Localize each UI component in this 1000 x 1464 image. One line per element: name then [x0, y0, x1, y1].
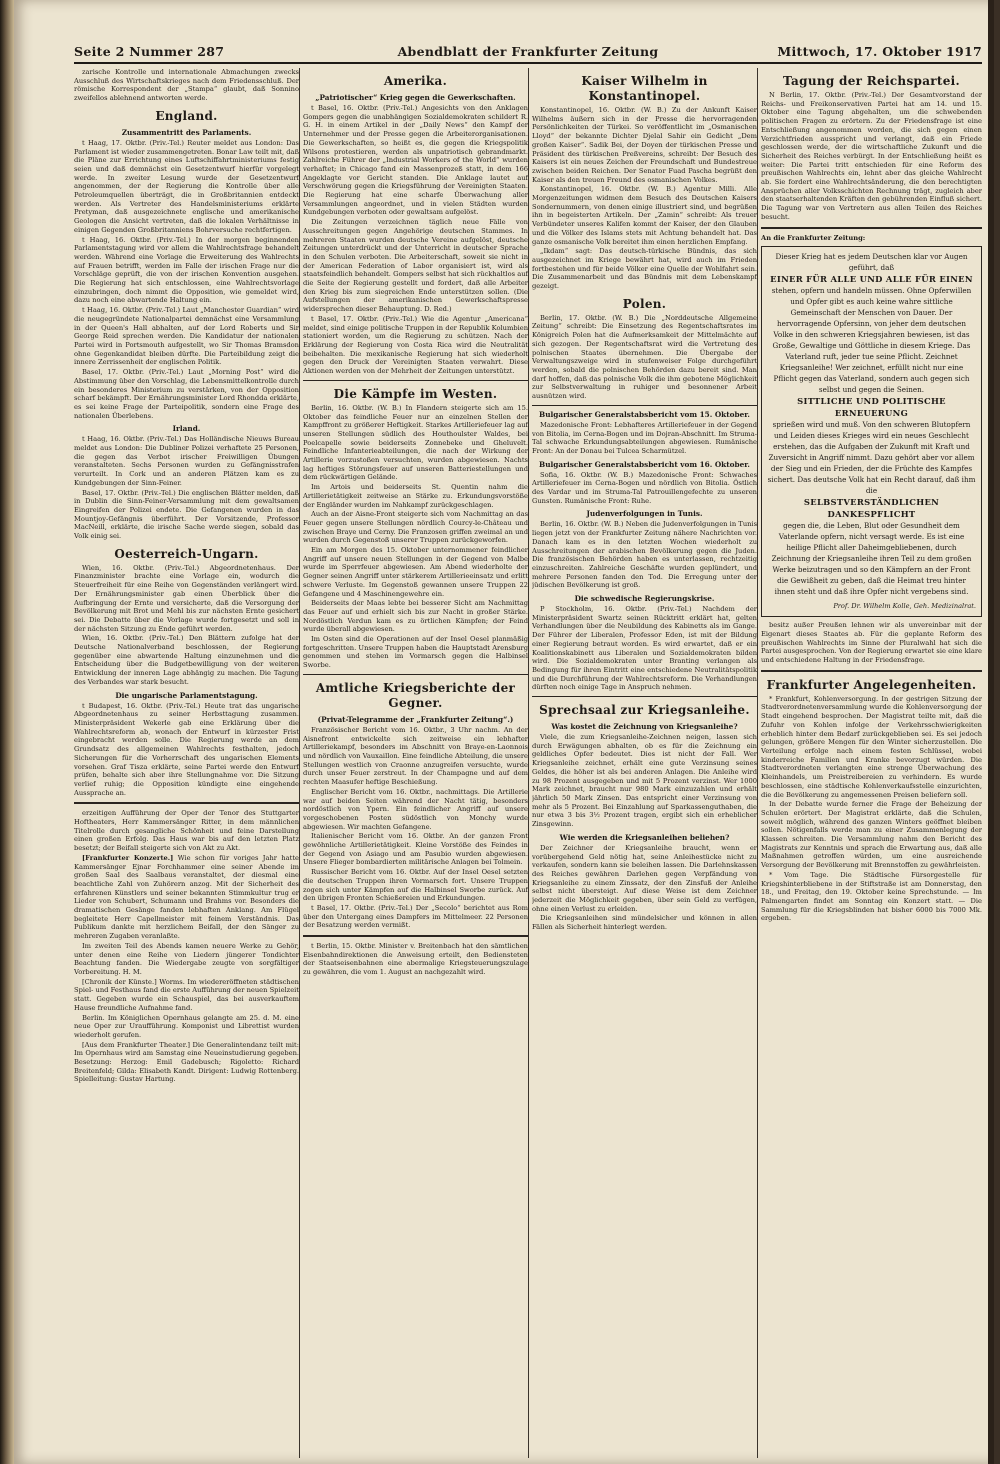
- subheading: Bulgarischer Generalstabsbericht vom 16. Oktober.: [539, 459, 750, 469]
- letter-address: An die Frankfurter Zeitung:: [761, 233, 866, 242]
- kriegsanleihe-appeal-box: [761, 246, 982, 617]
- feuilleton-text: [Chronik der Künste.] Worms. Im wiedereröffneten städtischen Spiel- und Festhaus fand die erste Aufführung der neuen Spielzeit statt. Gegeben wurde ein Schauspiel, das bei ausverkauftem Hause freundliche Aufnahme fand.: [74, 977, 299, 1012]
- subheading: Zusammentritt des Parlaments.: [121, 127, 252, 137]
- article-text: Viele, die zum Kriegsanleihe-Zeichnen neigen, lassen sich durch Erwägungen abhalten, ob es für die Zeichnung ein geldliches Opfer bedeutet. Dies ist nicht der Fall. Wer Kriegsanleihe zeichnet, erhält eine gute Verzinsung seines Geldes, die höher ist als bei anderen Anlagen. Die Anleihe wird zu 98 Prozent ausgegeben und mit 5 Prozent verzinst. Wer 1000 Mark zeichnet, braucht nur 980 Mark einzuzahlen und erhält jährlich 50 Mark Zinsen. Das entspricht einer Verzinsung von mehr als 5 Prozent. Bei Einzahlung auf Sparkassenguthaben, die nur etwa 3 bis 3½ Prozent tragen, ergibt sich ein erheblicher Zinsgewinn.: [532, 733, 757, 829]
- separator: [761, 227, 982, 229]
- column-3: [532, 68, 757, 1458]
- article-text: t Haag, 16. Oktbr. (Priv.-Tel.) In der morgen beginnenden Parlamentstagung wird vor allem die Wahlrechtsfrage behandelt werden. Während eine Vorlage die Erweiterung des Wahlrechts auf Frauen betrifft, werden im Falle der irischen Frage nur die Vorschläge geprüft, die von der irischen Konvention ausgehen. Die Regierung hat sich entschlossen, eine Wahlrechtsvorlage einzubringen, doch nimmt die Opposition, wie gemeldet wird, dazu noch eine abwartende Haltung ein.: [74, 235, 299, 305]
- article-text: t Berlin, 15. Oktbr. Minister v. Breitenbach hat den sämtlichen Eisenbahndirektionen die Anweisung erteilt, den Bediensteten der Staatseisenbahnen eine abermalige Kriegsteuerungszulage zu gewähren, die vom 1. August an nachgezahlt wird.: [303, 942, 528, 977]
- separator: [761, 670, 982, 672]
- appeal-signature: Prof. Dr. Wilhelm Kolle, Geh. Medizinalrat.: [833, 602, 976, 611]
- article-text: Im Osten sind die Operationen auf der Insel Oesel planmäßig fortgeschritten. Unsere Truppen haben die Hauptstadt Arensburg genommen und stehen im Vormarsch gegen die Halbinsel Sworbe.: [303, 635, 528, 670]
- appeal-headline: EINER FÜR ALLE UND ALLE FÜR EINEN: [770, 274, 973, 285]
- separator: [303, 380, 528, 381]
- subheading: Bulgarischer Generalstabsbericht vom 15. Oktober.: [539, 409, 750, 419]
- separator: [532, 696, 757, 697]
- book-spine: [0, 0, 14, 1464]
- page-number: Seite 2 Nummer 287: [74, 44, 225, 59]
- section-title-england: England.: [155, 108, 218, 123]
- feuilleton-text: Im zweiten Teil des Abends kamen neuere Werke zu Gehör, unter denen eine Reihe von Liedern jüngerer Tondichter Beachtung fanden. Die Wiedergabe zeugte von sorgfältiger Vorbereitung. H. M.: [74, 941, 299, 976]
- section-title-amtliche: Amtliche Kriegsberichte der Gegner.: [315, 680, 516, 710]
- article-text: Wien, 16. Oktbr. (Priv.-Tel.) Abgeordnetenhaus. Der Finanzminister brachte eine Vorlage ein, wodurch die Steuerfreiheit für eine Reihe von Gegenständen verlängert wird. Der Ernährungsminister gab einen Überblick über die Aufbringung der Ernte und versicherte, daß die Versorgung der Bevölkerung mit Brot und Mehl bis zur nächsten Ernte gesichert sei. Die Debatte über die Vorlage wurde fortgesetzt und soll in der nächsten Sitzung zu Ende geführt werden.: [74, 563, 299, 633]
- article-text: In der Debatte wurde ferner die Frage der Beheizung der Schulen erörtert. Der Magistrat erklärte, daß die Schulen, soweit möglich, während des ganzen Winters geöffnet bleiben sollen. Nötigenfalls werde man zu einer Zusammenlegung der Klassen schreiten. Die Versammlung nahm den Bericht des Magistrats zur Kenntnis und sprach die Erwartung aus, daß alle Maßnahmen getroffen würden, um eine ausreichende Versorgung der Bevölkerung mit Brennstoffen zu gewährleisten.: [761, 800, 982, 870]
- feuilleton-text: Berlin. Im Königlichen Opernhaus gelangte am 25. d. M. eine neue Oper zur Uraufführung. Komponist und Librettist wurden wiederholt gerufen.: [74, 1013, 299, 1039]
- subheading: Die ungarische Parlamentstagung.: [115, 690, 258, 700]
- subheading-irland: Irland.: [172, 424, 201, 434]
- appeal-headline: SELBSTVERSTÄNDLICHEN DANKESPFLICHT: [803, 497, 940, 520]
- separator: [532, 405, 757, 406]
- section-title-polen: Polen.: [622, 296, 667, 311]
- separator: [303, 674, 528, 675]
- separator: [303, 935, 528, 937]
- article-text: Basel, 17. Oktbr. (Priv.-Tel.) Laut „Morning Post“ wird die Abstimmung über den Vorschlag, die Lebensmittelkontrolle durch ein besonderes Ministerium zu verstärken, von der Opposition scharf bekämpft. Der Ernährungsminister Lord Rhondda erklärte, es sei keine Frage der Parteipolitik, sondern eine Frage des nationalen Überlebens.: [74, 368, 299, 420]
- feuilleton-rule: [74, 802, 299, 804]
- article-text: * Vom Tage. Die Städtische Fürsorgestelle für Kriegshinterbliebene in der Stiftstraße ist am Donnerstag, den 18., und Freitag, den 19. Oktober keine Sprechstunde. — Im Palmengarten findet am Sonntag ein Konzert statt. — Die Sammlung für die Kriegsblinden hat bisher 6000 bis 7000 Mk. ergeben.: [761, 870, 982, 923]
- feuilleton-text: [Aus dem Frankfurter Theater.] Die Generalintendanz teilt mit: Im Opernhaus wird am Samstag eine Neueinstudierung gegeben. Besetzung: Herzog: Emil Gadebusch; Rigoletto: Richard Breitenfeld; Gilda: Elisabeth Kandt. Dirigent: Ludwig Rottenberg. Spielleitung: Gustav Hartung.: [74, 1040, 299, 1084]
- section-title-kaiser: Kaiser Wilhelm in Konstantinopel.: [581, 74, 708, 103]
- article-text: Berlin, 17. Oktbr. (W. B.) Die „Norddeutsche Allgemeine Zeitung“ schreibt: Die Einsetzung des Regentschaftsrates im Königreich Polen hat die Aufmerksamkeit der Mittelmächte auf sich gezogen. Der Regentschaftsrat wird die Vertretung des polnischen Staates übernehmen. Die Übergabe der Verwaltungszweige wird in stufenweiser Folge durchgeführt werden, sobald die polnischen Behörden dazu bereit sind. Man darf hoffen, daß das polnische Volk die ihm gebotene Möglichkeit zur Selbstverwaltung in ruhiger und besonnener Arbeit ausnützen wird.: [532, 313, 757, 401]
- article-text: Ein am Morgen des 15. Oktober unternommener feindlicher Angriff auf unsere neuen Stellungen in der Gegend von Malbe wurde im Sperrfeuer abgewiesen. Am Abend wiederholte der Gegner seinen Angriff unter stärkerem Artillerieeinsatz und erlitt schwere Verluste. Im Gegenstoß gewannen unsere Truppen 22 Gefangene und 4 Maschinengewehre ein.: [303, 546, 528, 598]
- article-text: t Basel, 17. Oktbr. (Priv.-Tel.) Der „Secolo“ berichtet aus Rom über den Untergang eines Dampfers im Mittelmeer. 22 Personen der Besatzung werden vermißt.: [303, 903, 528, 930]
- article-text: Die Kriegsanleihen sind mündelsicher und können in allen Fällen als Sicherheit hinterlegt werden.: [532, 914, 757, 932]
- article-text: Im Artois und beiderseits St. Quentin nahm die Artillerietätigkeit zeitweise an Stärke zu. Erkundungsvorstöße der Engländer wurden im Nahkampf zurückgeschlagen.: [303, 483, 528, 509]
- subheading: „Patriotischer“ Krieg gegen die Gewerkschaften.: [315, 93, 516, 102]
- article-text: Italienischer Bericht vom 16. Oktbr. An der ganzen Front gewöhnliche Artillerietätigkeit. Kleine Vorstöße des Feindes in der Gegend von Asiago und am Pasubio wurden abgewiesen. Unsere Flieger bombardierten militärische Anlagen bei Tolmein.: [303, 832, 528, 867]
- article-text: „Ikdam“ sagt: Das deutsch-türkische Bündnis, das sich ausgezeichnet im Kriege bewährt hat, wird auch im Frieden fortbestehen und für beide Völker eine Quelle der Wohlfahrt sein. Die Zusammenarbeit und das Bündnis mit dem Lebenskampf gezeigt.: [532, 247, 757, 291]
- article-text: Konstantinopel, 16. Oktbr. (W. B.) Zu der Ankunft Kaiser Wilhelms äußern sich in der Presse die hervorragenden Persönlichkeiten der Türkei. So veröffentlicht im „Osmanischen Lloyd“ der bekannte Dichter Djelal Sahir ein Gedicht „Dem großen Kaiser“. Sadik Bei, der Doyen der türkischen Presse und Präsident des türkischen Preßvereins, schreibt: Der Besuch des Kaisers ist ein neues Zeichen der Freundschaft und Bundestreue zwischen beiden Reichen. Der Senator Fuad Pascha begrüßt den Kaiser als den treuen Freund des osmanischen Volkes.: [532, 106, 757, 184]
- article-text: Mazedonische Front: Lebhafteres Artilleriefeuer in der Gegend von Bitolia, im Cerna-Bogen und im Dojran-Abschnitt. Im Struma-Tal schwache Erkundungsabteilungen abgewiesen. Rumänische Front: An der Donau bei Tulcea Scharmützel.: [532, 420, 757, 455]
- feuilleton-heading: [Frankfurter Konzerte.]: [82, 853, 174, 862]
- article-text: Der Zeichner der Kriegsanleihe braucht, wenn er vorübergehend Geld nötig hat, seine Anleihestücke nicht zu verkaufen, sondern kann sie beleihen lassen. Die Darlehnskassen des Reiches gewähren Darlehen gegen Verpfändung von Kriegsanleihe zu einem Zinssatz, der den Zinsfuß der Anleihe selbst nicht übersteigt. Auf diese Weise ist dem Zeichner jederzeit die Möglichkeit gegeben, über sein Geld zu verfügen, ohne einen Verlust zu erleiden.: [532, 843, 757, 913]
- section-title-frankfurter: Frankfurter Angelegenheiten.: [766, 677, 977, 692]
- article-text: t Budapest, 16. Oktbr. (Priv.-Tel.) Heute trat das ungarische Abgeordnetenhaus zu seiner Herbsttagung zusammen. Ministerpräsident Wekerle gab eine Erklärung über die Wahlrechtsreform ab, wonach der Entwurf in kürzester Frist eingebracht werden solle. Die Regierung werde an dem Grundsatz des allgemeinen Wahlrechts festhalten, jedoch Sicherungen für die Vorherrschaft des ungarischen Elements vorsehen. Graf Tisza erklärte, seine Partei werde den Entwurf prüfen, behalte sich aber ihre Stellungnahme vor. Die Sitzung verlief ruhig; die Opposition kündigte eine eingehende Aussprache an.: [74, 701, 299, 797]
- appeal-text: sprießen wird und muß. Von den schweren Blutopfern und Leiden dieses Krieges wird ein neues Geschlecht erstehen, das die Aufgaben der Zukunft mit Kraft und Zuversicht in Angriff nimmt. Dazu gehört aber vor allem der Sieg und ein Frieden, der die Früchte des Kampfes sichert. Das deutsche Volk hat ein Recht darauf, daß ihm die: [767, 420, 976, 496]
- subheading: Wie werden die Kriegsanleihen beliehen?: [559, 832, 730, 842]
- subheading: (Privat-Telegramme der „Frankfurter Zeitung“.): [317, 714, 514, 724]
- appeal-headline: SITTLICHE UND POLITISCHE ERNEUERUNG: [797, 396, 946, 419]
- article-text: * Frankfurt, Kohlenversorgung. In der gestrigen Sitzung der Stadtverordnetenversammlung wurde die Kohlenversorgung der Stadt eingehend besprochen. Der Magistrat teilte mit, daß die Zufuhr von Kohlen infolge der Verkehrsschwierigkeiten erheblich hinter dem Bedarf zurückgeblieben sei. Es sei jedoch gelungen, größere Mengen für den Winter sicherzustellen. Die Verteilung erfolge nach einem festen Schlüssel, wobei kinderreiche Familien und Kranke bevorzugt würden. Die Stadtverordneten verlangten eine strenge Überwachung des Kleinhandels, um Preistreibereien zu verhindern. Es wurde beschlossen, eine städtische Kohlenverkaufsstelle einzurichten, die die Bevölkerung zu angemessenen Preisen beliefern soll.: [761, 694, 982, 799]
- article-text: Französischer Bericht vom 16. Oktbr., 3 Uhr nachm. An der Aisnefront entwickelte sich zeitweise ein lebhafter Artilleriekampf, besonders im Abschnitt von Braye-en-Laonnois und nördlich von Vauxaillon. Eine feindliche Abteilung, die unsere Stellungen westlich von Craonne anzugreifen versuchte, wurde durch unser Feuer zerstreut. In der Champagne und auf dem rechten Maasufer heftige Beschießung.: [303, 725, 528, 787]
- section-title-amerika: Amerika.: [383, 74, 448, 88]
- article-text: N Berlin, 17. Oktbr. (Priv.-Tel.) Der Gesamtvorstand der Reichs- und Freikonservativen Partei hat am 14. und 15. Oktober eine Tagung abgehalten, um die schwebenden politischen Fragen zu erörtern. Zu der Friedensfrage ist eine Entschließung angenommen worden, die sich gegen einen Verzichtfrieden ausspricht und verlangt, daß ein Friede geschlossen werde, der die wirtschaftliche Zukunft und die Sicherheit des Reiches verbürgt. In der Entschließung heißt es weiter: Die Partei tritt entschieden für eine Reform des preußischen Wahlrechts ein, lehnt aber das gleiche Wahlrecht ab. Sie fordert eine Wahlrechtsänderung, die den berechtigten Ansprüchen aller Volksschichten Rechnung trägt, zugleich aber den staatserhaltenden Kräften den gebührenden Einfluß sichert. Die Tagung war von Vertretern aus allen Teilen des Reiches besucht.: [761, 91, 982, 221]
- article-text: t Haag, 16. Oktbr. (Priv.-Tel.) Laut „Manchester Guardian“ wird die neugegründete Nationalpartei demnächst eine Versammlung in der Queen's Hall abhalten, auf der Lord Roberts und Sir George Reid sprechen werden. Die Kandidatur der nationalen Partei wird in Portsmouth aufgestellt, wo Sir Thomas Bramsdon ohne Gegenkandidat bleiben dürfte. Die Parteibildung zeigt die innere Zerrissenheit der englischen Politik.: [74, 306, 299, 367]
- appeal-text: Dieser Krieg hat es jedem Deutschen klar vor Augen geführt, daß: [775, 252, 968, 273]
- subheading: Was kostet die Zeichnung von Kriegsanleihe?: [551, 722, 738, 732]
- column-divider: [528, 68, 529, 1458]
- article-text: Auch an der Aisne-Front steigerte sich vom Nachmittag an das Feuer gegen unsere Stellungen nördlich Courcy-le-Château und zwischen Braye und Cerny. Die Franzosen griffen zweimal an und wurden durch Gegenstoß unserer Truppen zurückgeworfen.: [303, 510, 528, 545]
- newspaper-page: [14, 0, 994, 1464]
- feuilleton-text: erzeitigen Aufführung der Oper der Tenor des Stuttgarter Hoftheaters, Herr Kammersänger Ritter, in dem männlichen Titelrolle durch gesangliche Schönheit und feine Darstellung einen großen Erfolg. Das Haus war bis auf den letzten Platz besetzt; der Beifall steigerte sich von Akt zu Akt.: [74, 809, 299, 853]
- article-text: Wien, 16. Oktbr. (Priv.-Tel.) Den Blättern zufolge hat der Deutsche Nationalverband beschlossen, der Regierung gegenüber eine abwartende Haltung einzunehmen und die Entscheidung über die Budgetbewilligung von der weiteren Entwicklung der inneren Lage abhängig zu machen. Die Tagung des Verbandes war stark besucht.: [74, 634, 299, 686]
- column-4: [761, 68, 982, 1458]
- article-text: besitz außer Preußen lehnen wir als unvereinbar mit der Eigenart dieses Staates ab. Für die geplante Reform des preußischen Wahlrechts im Sinne der Pluralwahl hat sich die Partei ausgesprochen. Von der Regierung erwartet sie eine klare und entschiedene Haltung in der Friedensfrage.: [761, 621, 982, 665]
- article-text: t Basel, 16. Oktbr. (Priv.-Tel.) Angesichts von den Anklagen Gompers gegen die unabhängigen Sozialdemokraten schildert R. G. H. in einem Artikel in der „Daily News“ den Kampf der Unternehmer und der Presse gegen die Arbeiterorganisationen. Die Gewerkschaften, so heißt es, die gegen die Kriegspolitik Wilsons protestieren, werden als unpatriotisch gebrandmarkt. Zahlreiche Führer der „Industrial Workers of the World“ wurden verhaftet; in Chicago fand ein Massenprozeß statt, in dem 166 Angeklagte vor Gericht standen. Die Anklage lautet auf Verschwörung gegen die Kriegsführung der Vereinigten Staaten. Die Regierung hat eine scharfe Überwachung aller Versammlungen angeordnet, und in vielen Städten wurden Kundgebungen verboten oder gewaltsam aufgelöst.: [303, 104, 528, 217]
- feuilleton-text: [74, 854, 299, 941]
- article-text: t Haag, 16. Oktbr. (Priv.-Tel.) Das Holländische Nieuws Bureau meldet aus London: Die Dubliner Polizei verhaftete 25 Personen, die gegen das Verbot irischer Freiwilligen Übungen veranstalteten. Sechs Personen wurden zu Gefängnisstrafen verurteilt. In Cork und an anderen Plätzen kam es zu Kundgebungen der Sinn-Feiner.: [74, 435, 299, 487]
- appeal-text: stehen, opfern und handeln müssen. Ohne Opferwillen und Opfer gibt es auch keine wahre sittliche Gemeinschaft der Menschen von Dauer. Der hervorragende Opfersinn, von jeher dem deutschen Volke in den schweren Kriegsjahren bewiesen, ist das Große, Gewaltige und Göttliche in diesem Kriege. Das Vaterland ruft, jeder tue seine Pflicht. Zeichnet Kriegsanleihe! Wer zeichnet, erfüllt nicht nur eine Pflicht gegen das Vaterland, sondern auch gegen sich selbst und gegen die Seinen.: [771, 286, 972, 395]
- article-text: t Haag, 17. Oktbr. (Priv.-Tel.) Reuter meldet aus London: Das Parlament ist wieder zusammengetreten. Bonar Law teilt mit, daß die Pläne zur Errichtung eines Luftschiffahrtministeriums festig seien und daß demnächst ein Gesetzentwurf hierfür vorgelegt werde. In zweiter Lesung wurde der Gesetzentwurf angenommen, der der Regierung die Kontrolle über alle Petroleumquellen überträgt, die in Großbritannien entdeckt werden. Als Vertreter des Handelsministeriums erklärte Pretyman, daß ausgezeichnete englische und amerikanische Geologen die Ansicht vertreten, daß die lokalen Verhältnisse in einigen Gegenden Großbritanniens Bohrversuche rechtfertigen.: [74, 138, 299, 234]
- feuilleton-body: Wie schon für voriges Jahr hatte Kammersänger Ejnar Forchhammer eine seiner Abende im großen Saal des Saalbaus veranstaltet, der diesmal eine beachtliche Zahl von Zuhörern anzog. Mit der Sicherheit des erfahrenen Künstlers und seiner bekannten Stimmkultur trug er Lieder von Schubert, Schumann und Brahms vor. Besonders die dramatischen Gesänge fanden lebhaften Anklang. Am Flügel begleitete Herr Capellmeister mit feinem Verständnis. Das Publikum dankte mit herzlichem Beifall, der den Sänger zu mehreren Zugaben veranlaßte.: [74, 853, 299, 941]
- section-title-tagung: Tagung der Reichspartei.: [782, 74, 961, 88]
- column-1: [74, 68, 299, 1458]
- column-2: [303, 68, 528, 1458]
- article-text: P Stockholm, 16. Oktbr. (Priv.-Tel.) Nachdem der Ministerpräsident Swartz seinen Rücktritt erklärt hat, gelten Verhandlungen über die Neubildung des Kabinetts als im Gange. Der Führer der Liberalen, Professor Eden, ist mit der Bildung einer Regierung betraut worden. Es wird erwartet, daß er ein Koalitionskabinett aus Liberalen und Sozialdemokraten bilden wird. Die Sozialdemokraten unter Branting verlangen als Bedingung für ihren Eintritt eine entschiedene Neutralitätspolitik und die Durchführung der Wahlrechtsreform. Die Verhandlungen dürften noch einige Tage in Anspruch nehmen.: [532, 605, 757, 692]
- article-text: Englischer Bericht vom 16. Oktbr., nachmittags. Die Artillerie war auf beiden Seiten während der Nacht tätig, besonders nordöstlich von Ypern. Ein feindlicher Angriff auf unsere vorgeschobenen Posten südöstlich von Monchy wurde abgewiesen. Wir machten Gefangene.: [303, 787, 528, 831]
- column-divider: [757, 68, 758, 1458]
- article-text: Beiderseits der Maas lebte bei besserer Sicht am Nachmittag das Feuer auf und erhielt sich bis zur Nacht in großer Stärke. Nordöstlich Verdun kam es zu örtlichen Kämpfen; der Feind wurde überall abgewiesen.: [303, 599, 528, 634]
- article-text: Sofia, 16. Oktbr. (W. B.) Mazedonische Front: Schwaches Artilleriefeuer im Cerna-Bogen und nördlich von Bitolia. Östlich des Vardar und im Struma-Tal Patrouillengefechte zu unseren Gunsten. Rumänische Front: Ruhe.: [532, 470, 757, 505]
- appeal-text: gegen die, die Leben, Blut oder Gesundheit dem Vaterlande opfern, nicht versagt werde. Es ist eine heilige Pflicht aller Daheimgebliebenen, durch Zeichnung der Kriegsanleihe ihren Teil zu dem großen Werke beizutragen und so den Kämpfern an der Front die Gewißheit zu geben, daß die Heimat treu hinter ihnen steht und daß ihre Opfer nicht vergebens sind.: [771, 521, 972, 597]
- page-edge: [988, 0, 994, 1464]
- article-text: t Basel, 17. Oktbr. (Priv.-Tel.) Wie die Agentur „Americana“ meldet, sind einige politische Truppen in der Republik Kolumbien stationiert worden, um die Regierung zu schützen. Nach der Erklärung der Regierung von Costa Rica wird die Neutralität beibehalten. Die mexikanische Regierung hat sich wiederholt gegen den Druck der Vereinigten Staaten verwahrt. Diese Aktionen werden von der Mehrheit der Zeitungen unterstützt.: [303, 314, 528, 376]
- header-rule: [74, 62, 982, 64]
- article-text: Konstantinopel, 16. Oktbr. (W. B.) Agentur Milli. Alle Morgenzeitungen widmen dem Besuch des Deutschen Kaisers Sondernummern, von denen einige illustriert sind, und begrüßen ihn in begeisterten Artikeln. Der „Zamin“ schreibt: Als treuer Verbündeter unseres Kalifen kommt der Kaiser, der den Glauben und die Völker des Islams stets mit Achtung behandelt hat. Das ganze osmanische Volk bereitet ihm einen herzlichen Empfang.: [532, 185, 757, 246]
- section-title-kaempfe: Die Kämpfe im Westen.: [333, 386, 498, 401]
- section-title-oesterreich: Oesterreich-Ungarn.: [114, 546, 259, 561]
- article-text: Berlin, 16. Oktbr. (W. B.) In Flandern steigerte sich am 15. Oktober das feindliche Feuer nur an einzelnen Stellen der Kampffront zu größerer Heftigkeit. Starkes Artilleriefeuer lag auf unseren Stellungen südlich des Houthoulster Waldes, bei Poelcapelle sowie beiderseits Zonnebeke und Gheluvelt. Feindliche Infanterieabteilungen, die nach der Wirkung der Artillerie vorzustoßen versuchten, wurden abgewiesen. Nachts lag heftiges Störungsfeuer auf unseren Batteriestellungen und dem rückwärtigen Gelände.: [303, 403, 528, 482]
- section-title-sprechsaal: Sprechsaal zur Kriegsanleihe.: [539, 703, 750, 718]
- article-text: Die Zeitungen verzeichnen täglich neue Fälle von Ausschreitungen gegen Angehörige deutschen Stammes. In mehreren Staaten wurden deutsche Vereine aufgelöst, deutsche Zeitungen unterdrückt und der Unterricht in deutscher Sprache in den Schulen verboten. Die Arbeiterschaft, soweit sie nicht in der American Federation of Labor organisiert ist, wird als staatsfeindlich behandelt. Gompers selbst hat sich rückhaltlos auf die Seite der Regierung gestellt und fordert, daß alle Arbeiter den Krieg bis zum siegreichen Ende unterstützen sollen. (Die Aufstellungen der amerikanischen Gewerkschaftspresse widersprechen dieser Behauptung. D. Red.): [303, 218, 528, 314]
- article-text: zarische Kontrolle und internationale Abmachungen zwecks Ausschluß des Wirtschaftskrieges nach dem Friedensschluß. Der römische Korrespondent der „Stampa“ glaubt, daß Sonnino zweifellos ablehnend antworten werde.: [74, 68, 299, 103]
- column-divider: [299, 68, 300, 1458]
- subheading: Die schwedische Regierungskrise.: [574, 594, 715, 604]
- subheading: Judenverfolgungen in Tunis.: [586, 509, 703, 519]
- article-text: Basel, 17. Oktbr. (Priv.-Tel.) Die englischen Blätter melden, daß in Dublin die Sinn-Feiner-Versammlung mit dem gewaltsamen Eingreifen der Polizei endete. Die Gefangenen wurden in das Mountjoy-Gefängnis überführt. Der Vorsitzende, Professor MacNeill, erklärte, die irische Sache werde siegen, sobald das Volk einig sei.: [74, 488, 299, 541]
- article-text: Russischer Bericht vom 16. Oktbr. Auf der Insel Oesel setzten die deutschen Truppen ihren Vormarsch fort. Unsere Truppen zogen sich unter Kämpfen auf die Halbinsel Sworbe zurück. Auf den übrigen Fronten Schießereien und Erkundungen.: [303, 868, 528, 903]
- masthead: Abendblatt der Frankfurter Zeitung: [397, 44, 659, 59]
- issue-date: Mittwoch, 17. Oktober 1917: [777, 44, 982, 59]
- article-text: Berlin, 16. Oktbr. (W. B.) Neben die Judenverfolgungen in Tunis liegen jetzt von der Frankfurter Zeitung nähere Nachrichten vor. Danach kam es in den letzten Wochen wiederholt zu Ausschreitungen der arabischen Bevölkerung gegen die Juden. Die französischen Behörden haben es unterlassen, rechtzeitig einzuschreiten. Zahlreiche Geschäfte wurden geplündert, und mehrere Personen fanden den Tod. Die Erregung unter der jüdischen Bevölkerung ist groß.: [532, 520, 757, 590]
- page-header: [74, 44, 982, 64]
